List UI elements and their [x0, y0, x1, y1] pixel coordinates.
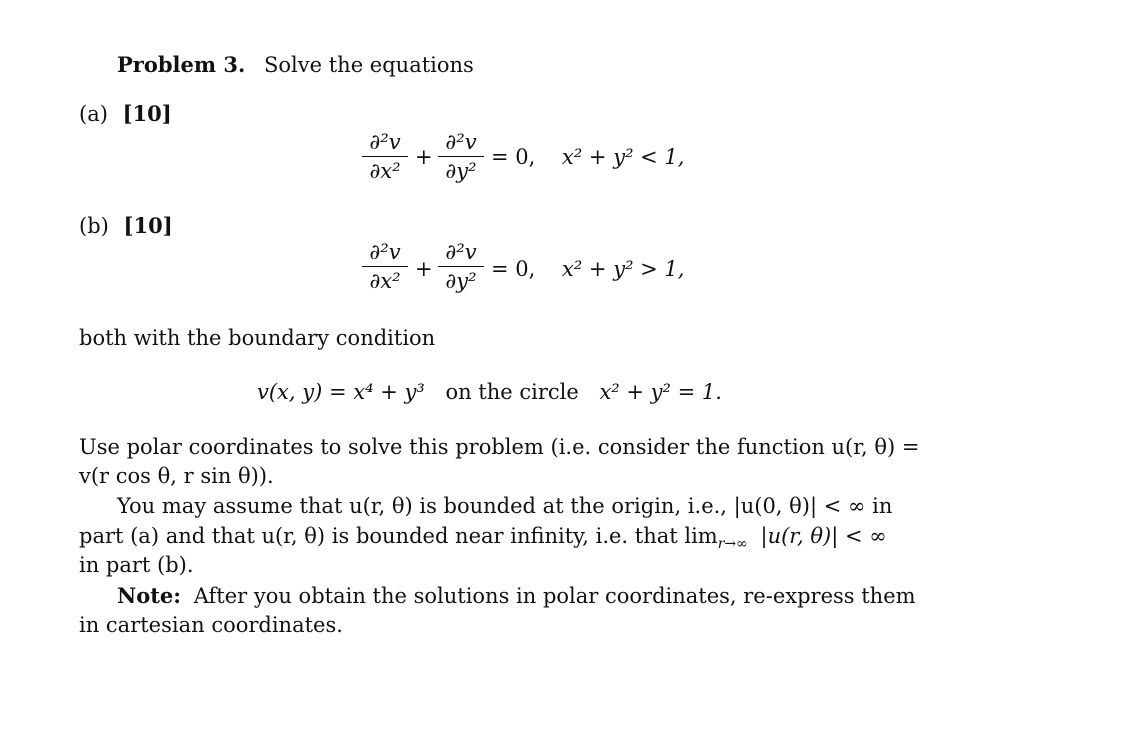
polar-line-1: Use polar coordinates to solve this problem (i.e. consider the function u(r, θ) =: [79, 435, 920, 459]
part-b-points: [10]: [123, 213, 173, 238]
part-a-fraction-x-bar: [362, 156, 408, 157]
note-text: After you obtain the solutions in polar coordinates, re-express them: [193, 584, 916, 608]
part-a-fraction-y-denominator: ∂y²: [445, 159, 477, 183]
part-a-fraction-x-denominator: ∂x²: [369, 159, 401, 183]
part-a-fraction-x-numerator: ∂²v: [369, 130, 401, 154]
part-b-fraction-x: [362, 240, 408, 293]
assumption-line-1: You may assume that u(r, θ) is bounded at the origin, i.e., |u(0, θ)| < ∞ in: [117, 494, 893, 518]
note-line-2: in cartesian coordinates.: [79, 613, 343, 637]
part-a-points: [10]: [122, 101, 172, 126]
boundary-middle: on the circle: [445, 380, 579, 404]
part-b-label: (b): [79, 214, 109, 238]
part-a-domain: x² + y² < 1,: [562, 145, 685, 169]
problem-heading: [117, 52, 474, 77]
note-label: Note:: [117, 583, 182, 608]
part-a-fraction-y: [438, 130, 484, 183]
assumption-line-2-text: part (a) and that u(r, θ) is bounded near infinity, i.e. that lim: [79, 524, 718, 548]
boundary-lhs: v(x, y) = x⁴ + y³: [257, 380, 425, 404]
part-b-plus: +: [415, 257, 433, 281]
polar-line-2: v(r cos θ, r sin θ)).: [79, 464, 274, 488]
boundary-text: both with the boundary condition: [79, 326, 436, 350]
part-b-rhs: = 0,: [491, 257, 536, 281]
note-line-1: [117, 583, 916, 608]
part-a-fraction-y-numerator: ∂²v: [445, 130, 477, 154]
assumption-line-2-end: |u(r, θ)| < ∞: [760, 524, 887, 548]
part-a-heading: [79, 101, 172, 126]
boundary-equation: [257, 380, 722, 404]
boundary-circle: x² + y² = 1.: [599, 380, 722, 404]
part-a-plus: +: [415, 145, 433, 169]
part-b-fraction-y: [438, 240, 484, 293]
part-b-fraction-y-denominator: ∂y²: [445, 269, 477, 293]
assumption-line-2: [79, 524, 887, 552]
part-b-domain: x² + y² > 1,: [562, 257, 685, 281]
part-a-label: (a): [79, 102, 108, 126]
problem-intro: Solve the equations: [264, 53, 474, 77]
part-a-rhs: = 0,: [491, 145, 536, 169]
limit-subscript: r→∞: [717, 536, 748, 552]
problem-label: Problem 3.: [117, 52, 246, 77]
part-a-fraction-x: [362, 130, 408, 183]
assumption-line-3: in part (b).: [79, 553, 194, 577]
part-b-fraction-x-numerator: ∂²v: [369, 240, 401, 264]
part-b-fraction-y-bar: [438, 266, 484, 267]
part-b-heading: [79, 213, 173, 238]
part-a-fraction-y-bar: [438, 156, 484, 157]
part-b-fraction-x-bar: [362, 266, 408, 267]
part-b-fraction-x-denominator: ∂x²: [369, 269, 401, 293]
part-b-fraction-y-numerator: ∂²v: [445, 240, 477, 264]
